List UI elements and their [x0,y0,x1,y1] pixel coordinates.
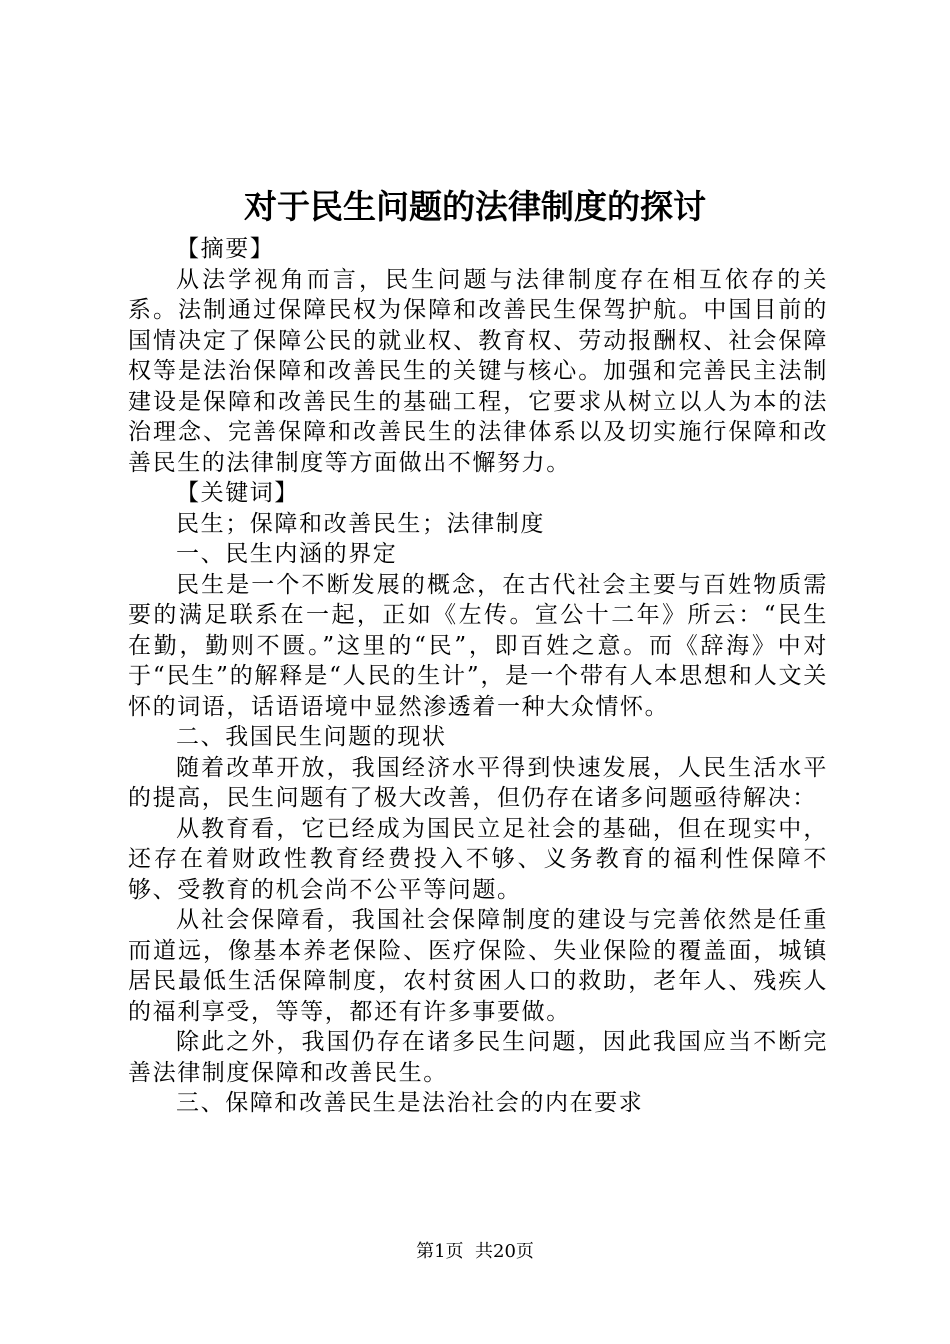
body-paragraph: 除此之外，我国仍存在诸多民生问题，因此我国应当不断完善法律制度保障和改善民生。 [128,1029,828,1086]
body-paragraph: 民生是一个不断发展的概念，在古代社会主要与百姓物质需要的满足联系在一起，正如《左传。宣公十二年》所云：“民生在勤，勤则不匮。”这里的“民”，即百姓之意。而《辞海》中对于“民生”的解释是“人民的生计”，是一个带有人本思想和人文关怀的词语，话语语境中显然渗透着一种大众情怀。 [128,571,828,720]
section-heading-3: 三、保障和改善民生是法治社会的内在要求 [176,1090,644,1116]
document-body [128,234,828,1119]
body-paragraph: 从教育看，它已经成为国民立足社会的基础，但在现实中，还存在着财政性教育经费投入不够、义务教育的福利性保障不够、受教育的机会尚不公平等问题。 [128,815,828,903]
body-paragraph: 从社会保障看，我国社会保障制度的建设与完善依然是任重而道远，像基本养老保险、医疗保险、失业保险的覆盖面，城镇居民最低生活保障制度，农村贫困人口的救助，老年人、残疾人的福利享受，等等，都还有许多事要做。 [128,907,828,1025]
document-title: 对于民生问题的法律制度的探讨 [244,187,706,226]
page-number-footer: 第1页 共20页 [416,1241,534,1262]
keywords-heading: 【关键词】 [176,480,299,506]
body-paragraph: 随着改革开放，我国经济水平得到快速发展，人民生活水平的提高，民生问题有了极大改善，但仍存在诸多问题亟待解决： [128,754,828,811]
abstract-paragraph: 从法学视角而言，民生问题与法律制度存在相互依存的关系。法制通过保障民权为保障和改善民生保驾护航。中国目前的国情决定了保障公民的就业权、教育权、劳动报酬权、社会保障权等是法治保障和改善民生的关键与核心。加强和完善民主法制建设是保障和改善民生的基础工程，它要求从树立以人为本的法治理念、完善保障和改善民生的法律体系以及切实施行保障和改善民生的法律制度等方面做出不懈努力。 [128,266,828,476]
abstract-heading: 【摘要】 [176,236,275,262]
section-heading-1: 一、民生内涵的界定 [176,541,398,567]
section-heading-2: 二、我国民生问题的现状 [176,724,447,750]
keywords-paragraph: 民生；保障和改善民生；法律制度 [176,510,545,537]
